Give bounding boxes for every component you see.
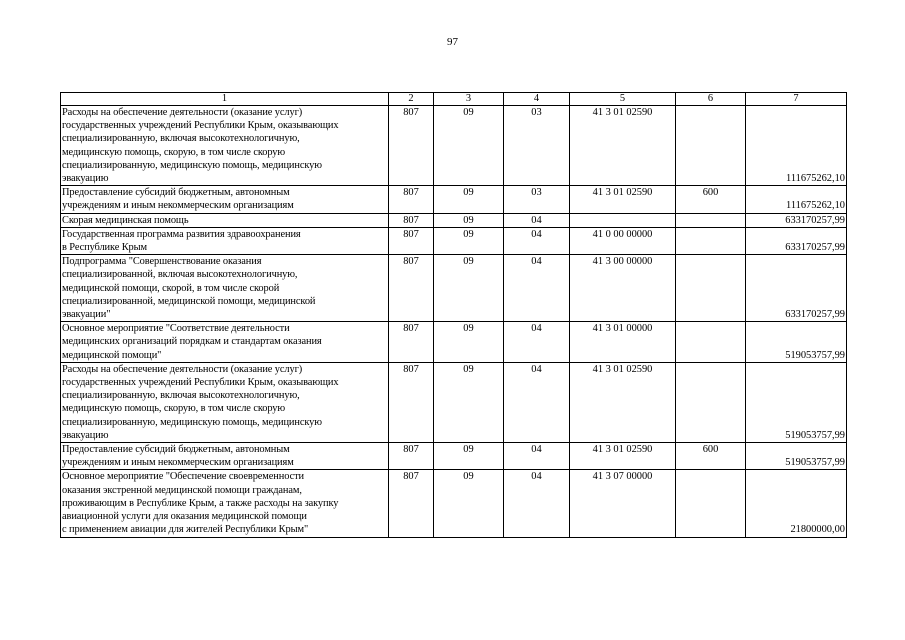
expense-type-cell: 600 (676, 186, 746, 213)
page-number: 97 (447, 36, 458, 48)
expense-type-cell (676, 213, 746, 227)
subsection-code-cell: 04 (504, 322, 570, 363)
column-number-row (61, 93, 847, 106)
column-header: 7 (746, 93, 847, 106)
target-article-cell: 41 3 07 00000 (570, 470, 676, 537)
column-header: 4 (504, 93, 570, 106)
subsection-code-cell: 04 (504, 362, 570, 442)
subsection-code-cell: 04 (504, 227, 570, 254)
target-article-cell: 41 3 00 00000 (570, 255, 676, 322)
table-row (61, 213, 847, 227)
section-code-cell: 09 (434, 362, 504, 442)
section-code-cell: 09 (434, 255, 504, 322)
ministry-code-cell: 807 (389, 362, 434, 442)
target-article-cell: 41 3 01 02590 (570, 443, 676, 470)
item-name-cell: Предоставление субсидий бюджетным, автономным учреждениям и иным некоммерческим организациям (61, 443, 389, 470)
table-row (61, 362, 847, 442)
item-name-cell: Основное мероприятие "Обеспечение своевременности оказания экстренной медицинской помощи гражданам, проживающим в Республике Крым, а также расходы на закупку авиационной услуги для оказания медицинской помощи с применением авиации для жителей Республики Крым" (61, 470, 389, 537)
table-row (61, 443, 847, 470)
amount-cell: 21800000,00 (746, 470, 847, 537)
section-code-cell: 09 (434, 443, 504, 470)
section-code-cell: 09 (434, 106, 504, 186)
target-article-cell: 41 3 01 02590 (570, 106, 676, 186)
ministry-code-cell: 807 (389, 322, 434, 363)
item-name-cell: Основное мероприятие "Соответствие деятельности медицинских организаций порядкам и стандартам оказания медицинской помощи" (61, 322, 389, 363)
target-article-cell: 41 3 01 02590 (570, 362, 676, 442)
amount-cell: 519053757,99 (746, 362, 847, 442)
expense-type-cell: 600 (676, 443, 746, 470)
table-row (61, 106, 847, 186)
section-code-cell: 09 (434, 213, 504, 227)
section-code-cell: 09 (434, 227, 504, 254)
subsection-code-cell: 04 (504, 213, 570, 227)
target-article-cell: 41 3 01 02590 (570, 186, 676, 213)
expense-type-cell (676, 227, 746, 254)
column-header: 3 (434, 93, 504, 106)
target-article-cell (570, 213, 676, 227)
expense-type-cell (676, 470, 746, 537)
amount-cell: 111675262,10 (746, 106, 847, 186)
item-name-cell: Скорая медицинская помощь (61, 213, 389, 227)
amount-cell: 633170257,99 (746, 255, 847, 322)
table-row (61, 227, 847, 254)
section-code-cell: 09 (434, 322, 504, 363)
target-article-cell: 41 3 01 00000 (570, 322, 676, 363)
item-name-cell: Подпрограмма "Совершенствование оказания специализированной, включая высокотехнологичную, медицинской помощи, скорой, в том числе скорой специализированной, медицинской помощи, медицинской эвакуации" (61, 255, 389, 322)
ministry-code-cell: 807 (389, 213, 434, 227)
target-article-cell: 41 0 00 00000 (570, 227, 676, 254)
table-row (61, 470, 847, 537)
subsection-code-cell: 03 (504, 186, 570, 213)
expense-type-cell (676, 362, 746, 442)
item-name-cell: Государственная программа развития здравоохранения в Республике Крым (61, 227, 389, 254)
column-header: 6 (676, 93, 746, 106)
subsection-code-cell: 03 (504, 106, 570, 186)
amount-cell: 633170257,99 (746, 213, 847, 227)
ministry-code-cell: 807 (389, 443, 434, 470)
amount-cell: 633170257,99 (746, 227, 847, 254)
item-name-cell: Расходы на обеспечение деятельности (оказание услуг) государственных учреждений Республики Крым, оказывающих специализированную, включая высокотехнологичную, медицинскую помощь, скорую, в том числе скорую специализированную, медицинскую помощь, медицинскую эвакуацию (61, 106, 389, 186)
expense-type-cell (676, 106, 746, 186)
table-row (61, 255, 847, 322)
ministry-code-cell: 807 (389, 227, 434, 254)
amount-cell: 519053757,99 (746, 322, 847, 363)
item-name-cell: Расходы на обеспечение деятельности (оказание услуг) государственных учреждений Республики Крым, оказывающих специализированную, включая высокотехнологичную, медицинскую помощь, скорую, в том числе скорую специализированную, медицинскую помощь, медицинскую эвакуацию (61, 362, 389, 442)
ministry-code-cell: 807 (389, 255, 434, 322)
ministry-code-cell: 807 (389, 106, 434, 186)
expense-type-cell (676, 255, 746, 322)
subsection-code-cell: 04 (504, 255, 570, 322)
column-header: 5 (570, 93, 676, 106)
table-row (61, 322, 847, 363)
amount-cell: 111675262,10 (746, 186, 847, 213)
column-header: 2 (389, 93, 434, 106)
subsection-code-cell: 04 (504, 443, 570, 470)
budget-table (60, 92, 847, 538)
ministry-code-cell: 807 (389, 186, 434, 213)
amount-cell: 519053757,99 (746, 443, 847, 470)
table-row (61, 186, 847, 213)
subsection-code-cell: 04 (504, 470, 570, 537)
expense-type-cell (676, 322, 746, 363)
ministry-code-cell: 807 (389, 470, 434, 537)
section-code-cell: 09 (434, 470, 504, 537)
item-name-cell: Предоставление субсидий бюджетным, автономным учреждениям и иным некоммерческим организациям (61, 186, 389, 213)
section-code-cell: 09 (434, 186, 504, 213)
column-header: 1 (61, 93, 389, 106)
